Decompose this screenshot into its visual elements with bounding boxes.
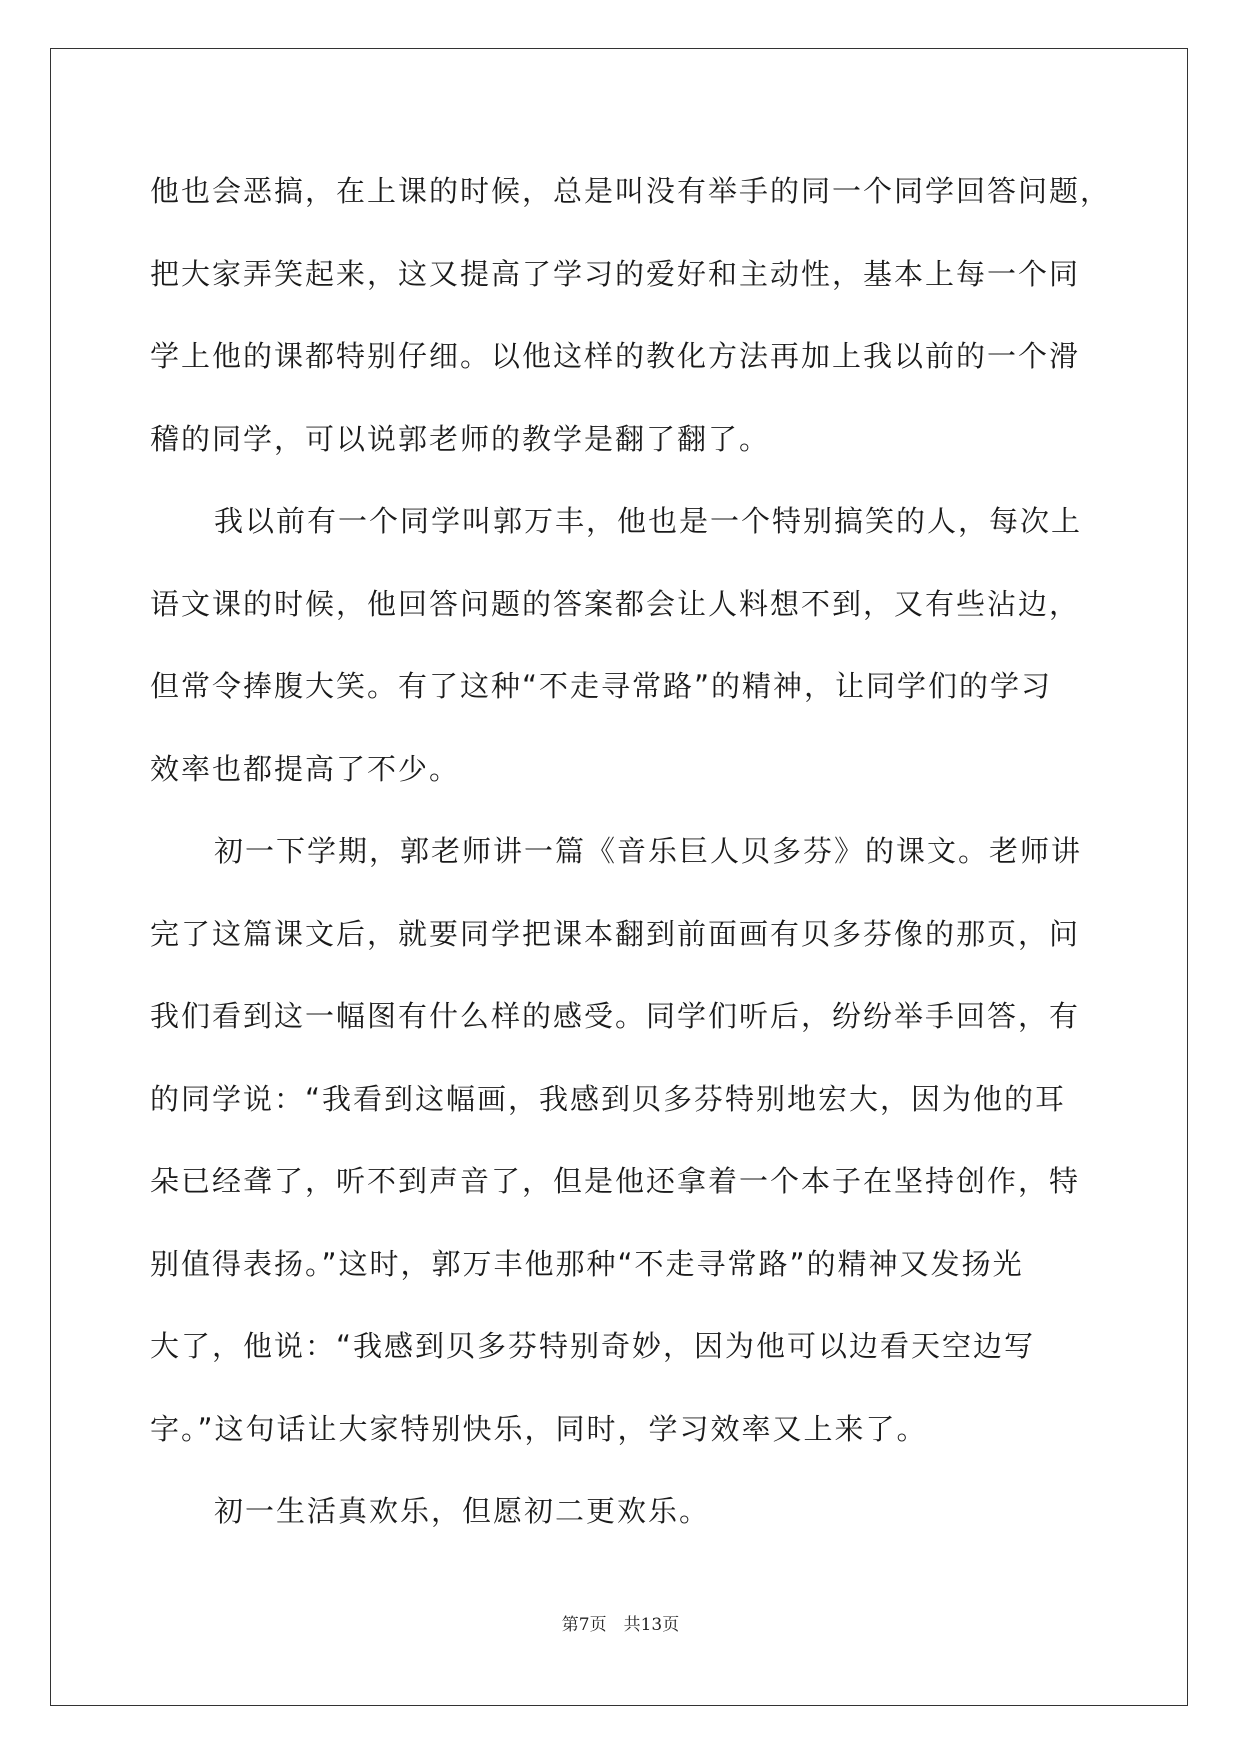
text-line: 朵已经聋了，听不到声音了，但是他还拿着一个本子在坚持创作，特 [150, 1164, 1081, 1198]
text-line: 我们看到这一幅图有什么样的感受。同学们听后，纷纷举手回答，有 [150, 999, 1081, 1033]
text-line: 初一生活真欢乐，但愿初二更欢乐。 [214, 1494, 711, 1528]
text-line: 初一下学期，郭老师讲一篇《音乐巨人贝多芬》的课文。老师讲 [214, 834, 1083, 868]
page-number: 第7页 共13页 [561, 1615, 680, 1635]
text-line: 字。”这句话让大家特别快乐，同时，学习效率又上来了。 [150, 1411, 928, 1446]
text-line: 把大家弄笑起来，这又提高了学习的爱好和主动性，基本上每一个同 [150, 256, 1081, 291]
text-line: 稽的同学，可以说郭老师的教学是翻了翻了。 [150, 421, 771, 456]
paragraph-2 [150, 480, 1090, 810]
document-body [150, 150, 1112, 1553]
text-line: 语文课的时候，他回答问题的答案都会让人料想不到，又有些沾边， [150, 586, 1081, 621]
text-line: 别值得表扬。”这时，郭万丰他那种“不走寻常路”的精神又发扬光 [150, 1246, 1024, 1281]
text-line: 大了，他说：“我感到贝多芬特别奇妙，因为他可以边看天空边写 [150, 1329, 1036, 1363]
text-line: 的同学说：“我看到这幅画，我感到贝多芬特别地宏大，因为他的耳 [150, 1081, 1067, 1116]
text-line: 完了这篇课文后，就要同学把课本翻到前面画有贝多芬像的那页，问 [150, 916, 1081, 951]
text-line: 他也会恶搞，在上课的时候，总是叫没有举手的同一个同学回答问题， [150, 174, 1112, 208]
text-line: 我以前有一个同学叫郭万丰，他也是一个特别搞笑的人，每次上 [214, 504, 1083, 538]
paragraph-4 [150, 1470, 1090, 1553]
paragraph-1 [150, 150, 1112, 480]
paragraph-3 [150, 810, 1090, 1470]
text-line: 效率也都提高了不少。 [150, 751, 461, 786]
text-line: 学上他的课都特别仔细。以他这样的教化方法再加上我以前的一个滑 [150, 339, 1081, 373]
text-line: 但常令捧腹大笑。有了这种“不走寻常路”的精神，让同学们的学习 [150, 669, 1053, 703]
